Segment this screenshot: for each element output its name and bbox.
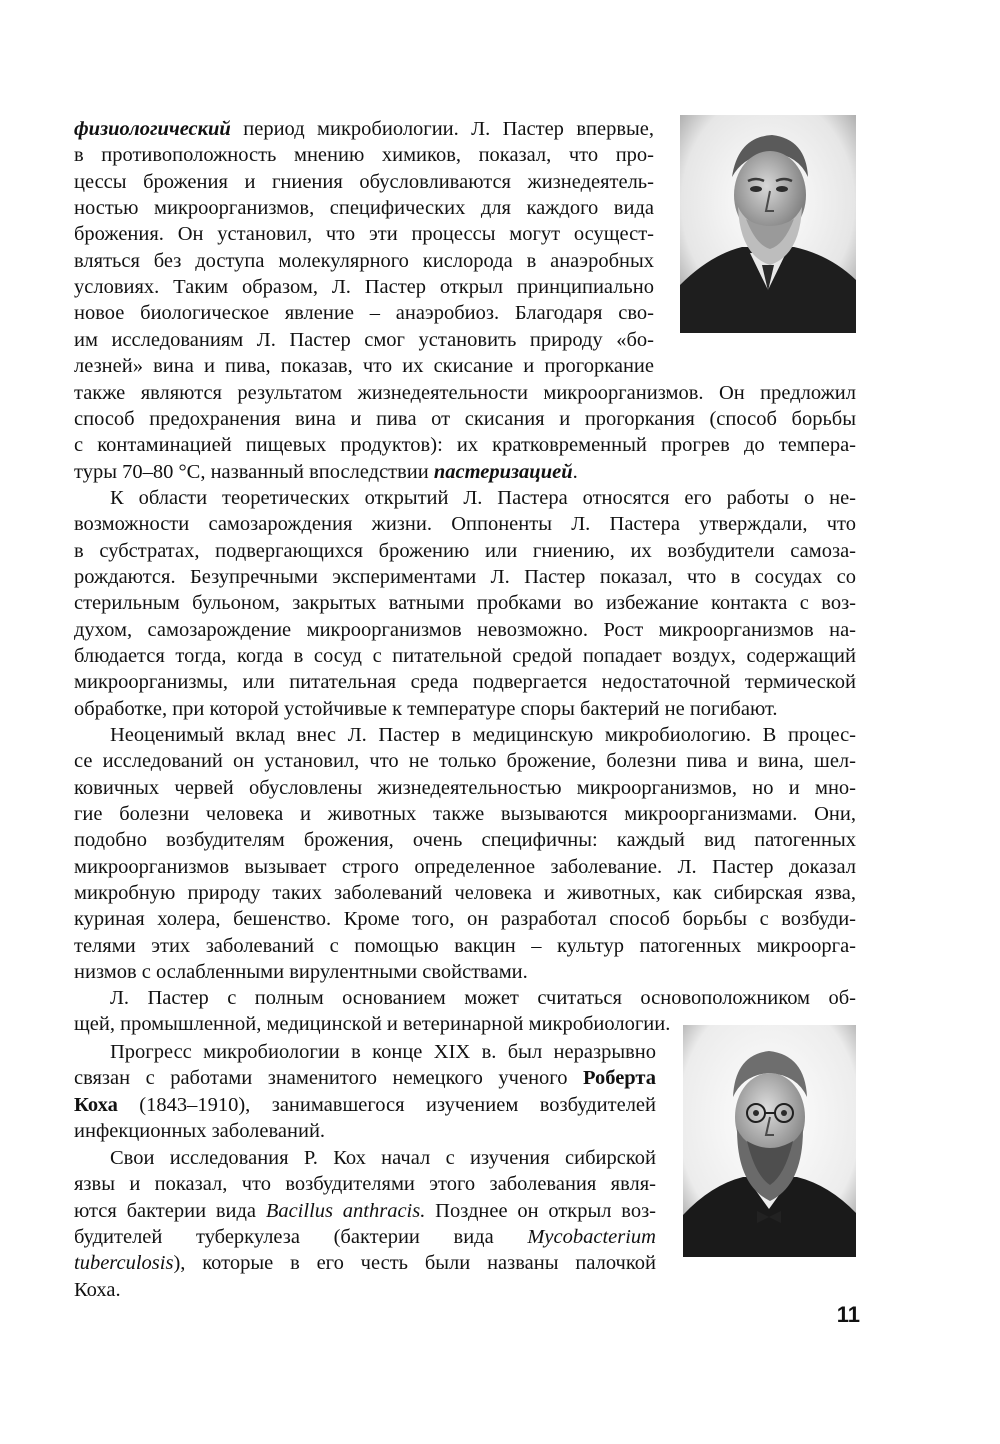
text-line: в субстратах, подвергающихся брожению или гниению, их возбудители самоза-: [74, 539, 856, 562]
text-line: с контаминацией пищевых продуктов): их кратковременный прогрев до темпера-: [74, 434, 856, 457]
text-line: рождаются. Безупречными экспериментами Л. Пастер показал, что в сосудах со: [74, 566, 856, 589]
paragraph-koch-intro: [74, 1039, 656, 1144]
text-line: Свои исследования Р. Кох начал с изучения сибирской: [110, 1147, 656, 1169]
text-line: обработке, при которой устойчивые к температуре споры бактерий не погибают.: [74, 697, 778, 720]
text-line: микробную природу таких заболеваний человека и животных, как сибирская язва,: [74, 882, 856, 905]
pasteur-portrait-image: [680, 115, 856, 333]
text-line: [74, 459, 856, 485]
species-bacillus-anthracis: Bacillus anthracis.: [265, 1199, 426, 1222]
text-line: [74, 1092, 656, 1118]
text-line: возможности самозарождения жизни. Оппоненты Л. Пастера утверждали, что: [74, 513, 856, 536]
name-robert: Роберта: [582, 1067, 656, 1090]
text-run: будителей туберкулеза (бактерии вида: [74, 1226, 528, 1249]
text-line: куриная холера, бешенство. Кроме того, он разработал способ борьбы с возбуди-: [74, 908, 856, 931]
text-line: К области теоретических открытий Л. Пастера относятся его работы о не-: [110, 487, 856, 509]
text-line: [74, 116, 654, 142]
text-run: туры 70–80 °С, названный впоследствии: [74, 460, 434, 483]
text-line: Коха.: [74, 1278, 121, 1301]
text-line: подобно возбудителям брожения, очень специфичны: каждый вид патогенных: [74, 829, 856, 852]
name-koch: Коха: [74, 1093, 118, 1116]
text-line: Прогресс микробиологии в конце XIX в. был неразрывно: [110, 1041, 656, 1063]
species-mycobacterium: Mycobacterium: [527, 1226, 656, 1249]
text-run: .: [572, 460, 578, 483]
text-line: лезней» вина и пива, показав, что их скисание и прогоркание: [74, 355, 654, 378]
text-line: [74, 1198, 656, 1224]
text-line: щей, промышленной, медицинской и ветеринарной микробиологии.: [74, 1013, 671, 1036]
text-line: брожения. Он установил, что эти процессы могут осущест-: [74, 223, 654, 246]
text-line: им исследованиям Л. Пастер смог установить природу «бо-: [74, 328, 654, 351]
text-line: Л. Пастер с полным основанием может считаться основоположником об-: [110, 987, 856, 1009]
text-line: се исследований он установил, что не только брожение, болезни пива и вина, шел-: [74, 750, 856, 773]
text-run: период микробиологии. Л. Пастер впервые,: [230, 118, 654, 140]
paragraph-founder: [74, 985, 856, 1038]
text-line: стерильным бульоном, закрытых ватными пробками во избежание контакта с воз-: [74, 592, 856, 615]
term-pasteurization: пастеризацией: [433, 460, 573, 483]
text-line: способ предохранения вина и пива от скисания и прогоркания (способ борьбы: [74, 407, 856, 430]
text-line: инфекционных заболеваний.: [74, 1120, 326, 1143]
paragraph-pasteur-physiology: [74, 116, 654, 379]
page-number: 11: [836, 1302, 860, 1327]
text-run: (1843–1910), занимавшегося изучением возбудителей: [117, 1093, 656, 1116]
text-run: связан с работами знаменитого немецкого ученого: [74, 1067, 583, 1090]
text-line: [74, 1224, 656, 1250]
text-line: также являются результатом жизнедеятельности микроорганизмов. Он предложил: [74, 381, 856, 404]
text-line: телями этих заболеваний с помощью вакцин – культур патогенных микроорга-: [74, 934, 856, 957]
text-line: в противоположность мнению химиков, показал, что про-: [74, 144, 654, 167]
text-line: микроорганизмы, или питательная среда подвергается недостаточной термической: [74, 671, 856, 694]
text-line: блюдается тогда, когда в сосуд с питательной средой попадает воздух, содержащий: [74, 645, 856, 668]
text-run: ются бактерии вида: [74, 1199, 266, 1222]
text-line: ковичных червей обусловлены жизнедеятельностью микроорганизмов, но и мно-: [74, 776, 856, 799]
paragraph-spontaneous-generation: [74, 485, 856, 722]
text-line: духом, самозарождение микроорганизмов невозможно. Рост микроорганизмов на-: [74, 618, 856, 641]
text-line: Неоценимый вклад внес Л. Пастер в медицинскую микробиологию. В процес-: [110, 724, 856, 746]
text-line: цессы брожения и гниения обусловливаются жизнедеятель-: [74, 170, 654, 193]
term-physiological: физиологический: [74, 118, 231, 140]
text-line: гие болезни человека и животных также вызываются микроорганизмами. Они,: [74, 803, 856, 826]
text-run: Позднее он открыл воз-: [425, 1199, 656, 1222]
text-line: [74, 1065, 656, 1091]
text-line: вляться без доступа молекулярного кислорода в анаэробных: [74, 249, 654, 272]
paragraph-medical-microbiology: [74, 722, 856, 985]
species-tuberculosis: tuberculosis: [74, 1252, 174, 1275]
pasteur-portrait: [680, 115, 856, 333]
text-run: ), которые в его честь были названы палочкой: [173, 1252, 656, 1275]
text-line: язвы и показал, что возбудителями этого заболевания явля-: [74, 1173, 656, 1196]
paragraph-pasteur-physiology-cont: [74, 380, 856, 485]
text-line: условиях. Таким образом, Л. Пастер открыл принципиально: [74, 276, 654, 299]
text-line: микроорганизмов вызывает строго определенное заболевание. Л. Пастер доказал: [74, 855, 856, 878]
paragraph-koch-research: [74, 1145, 656, 1303]
text-line: [74, 1250, 656, 1276]
text-line: низмов с ослабленными вирулентными свойствами.: [74, 961, 528, 984]
text-line: ностью микроорганизмов, специфических для каждого вида: [74, 197, 654, 220]
koch-portrait-image: [683, 1025, 856, 1257]
text-line: новое биологическое явление – анаэробиоз. Благодаря сво-: [74, 302, 654, 325]
koch-portrait: [683, 1025, 856, 1257]
